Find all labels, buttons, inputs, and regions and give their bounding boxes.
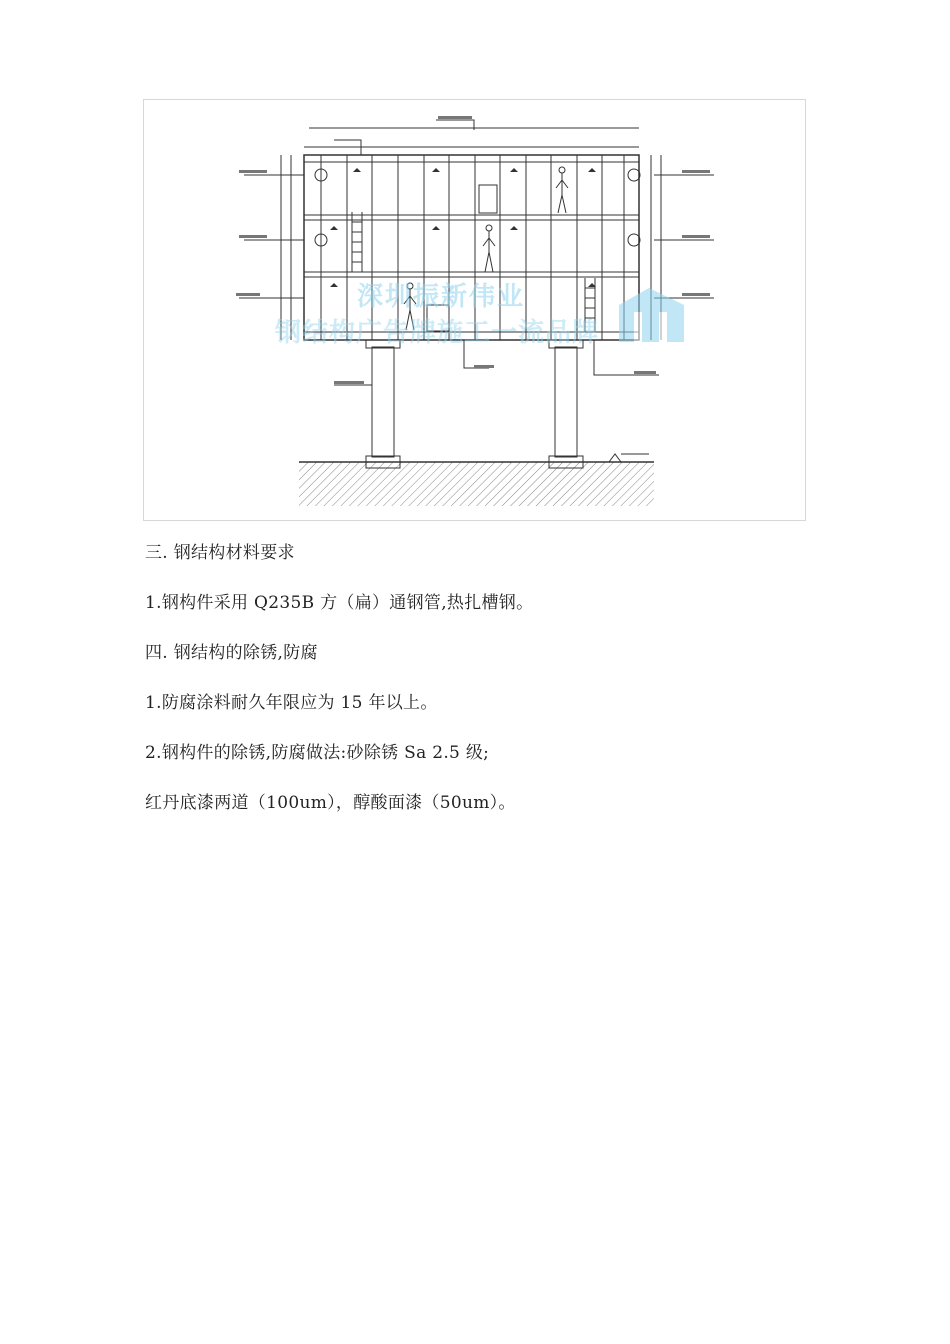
section-3-item-1: 1.钢构件采用 Q235B 方（扁）通钢管,热扎槽钢。 [145,593,534,613]
watermark-line-2: 钢结构广告牌施工一流品牌 [275,318,600,348]
column-left [372,347,394,457]
floodlights [315,169,640,246]
section-4-item-2-continued: 红丹底漆两道（100um），醇酸面漆（50um）。 [145,793,516,813]
ladder-upper [352,212,362,272]
watermark-logo [619,288,684,342]
section-4-item-2: 2.钢构件的除锈,防腐做法:砂除锈 Sa 2.5 级; [145,743,490,763]
ceiling-lamps [330,162,596,287]
section-4-item-1: 1.防腐涂料耐久年限应为 15 年以上。 [145,693,438,713]
watermark-line-1: 深圳振新伟业 [357,282,526,312]
section-3-heading: 三. 钢结构材料要求 [145,543,295,563]
control-box-upper [479,185,497,213]
billboard-structure-drawing [143,99,806,521]
ground-hatch [299,462,654,506]
level-marker [609,454,621,462]
column-right [555,347,577,457]
section-4-heading: 四. 钢结构的除锈,防腐 [145,643,318,663]
